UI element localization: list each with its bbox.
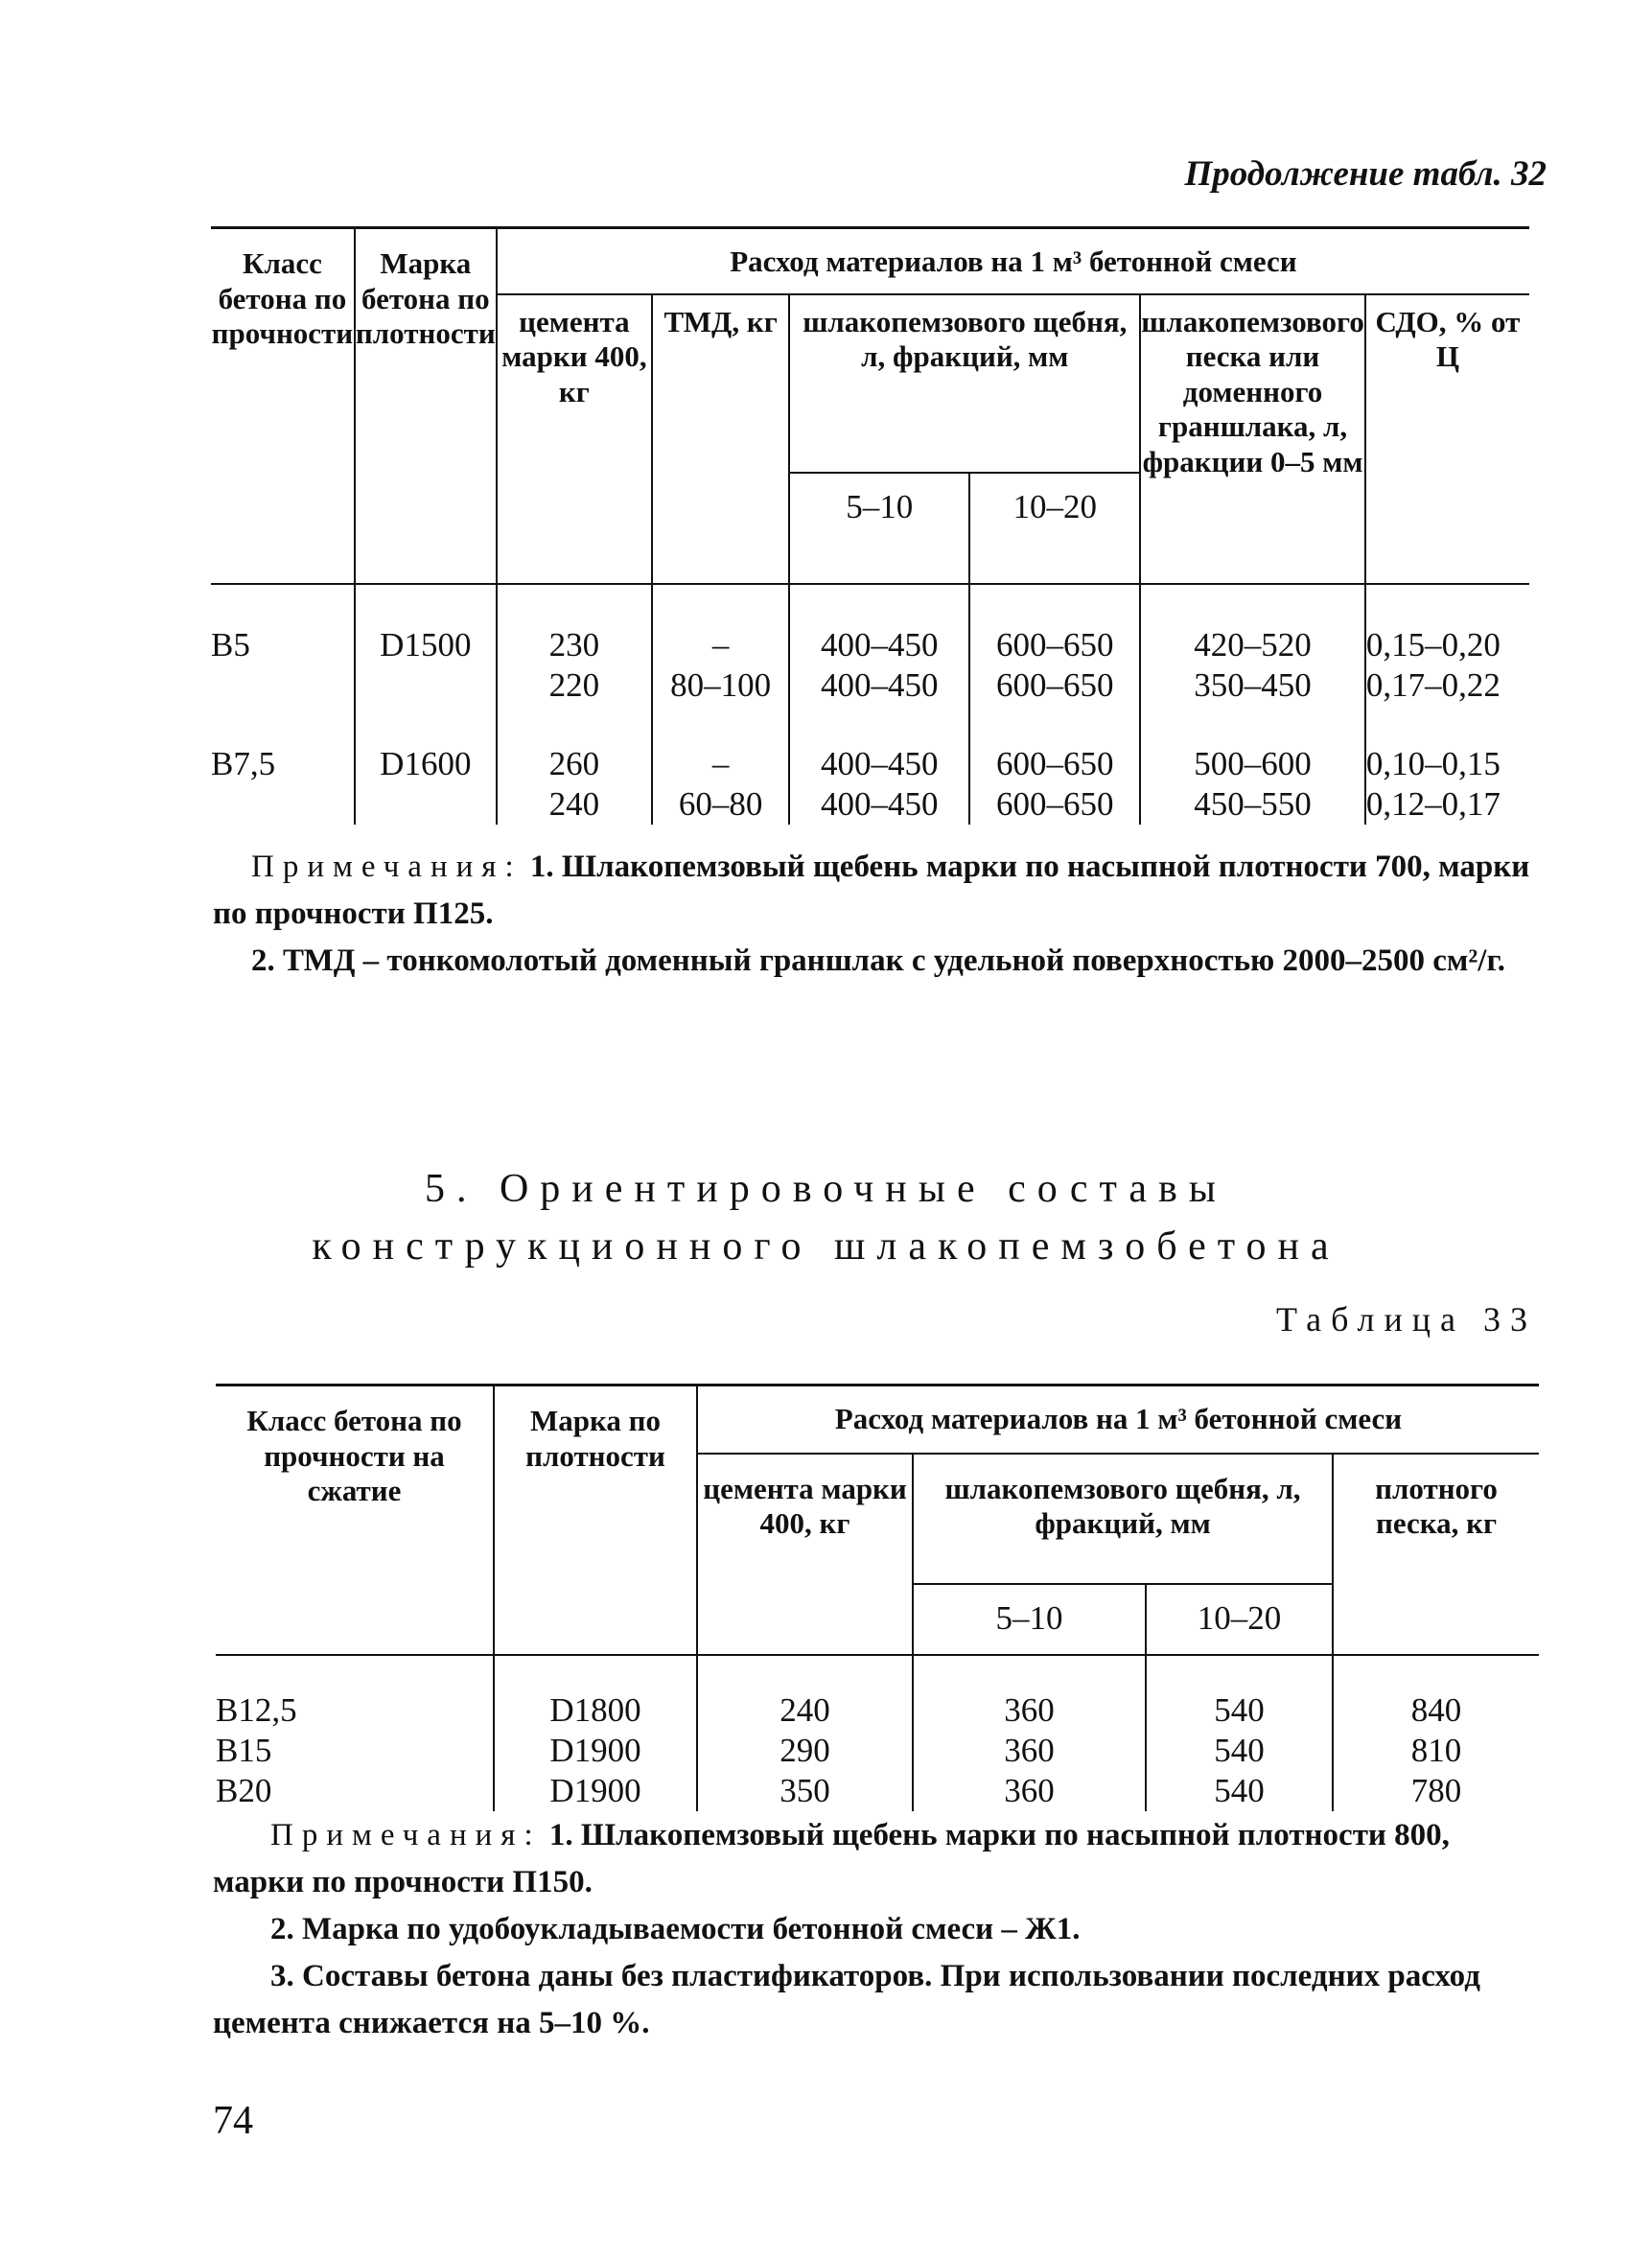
header-gravel-text: шлакопемзового щебня, л, фракций, мм — [944, 1471, 1301, 1541]
cell-fraction-5-10: 360 — [913, 1655, 1146, 1731]
cell-sdo: 0,12–0,17 — [1365, 784, 1529, 825]
section-title — [0, 1160, 1652, 1275]
cell-fraction-5-10: 400–450 — [789, 584, 969, 665]
header-consumption — [697, 1386, 1539, 1454]
cell-sand: 500–600 — [1140, 706, 1365, 784]
table-33-notes — [213, 1812, 1541, 2047]
cell-sdo: 0,17–0,22 — [1365, 665, 1529, 706]
cell-cement: 220 — [497, 665, 652, 706]
cell-fraction-5-10: 400–450 — [789, 665, 969, 706]
header-mark — [355, 228, 497, 584]
notes-label: Примечания: — [270, 1818, 542, 1852]
header-mark — [494, 1386, 697, 1655]
cell-fraction-10-20: 540 — [1146, 1655, 1333, 1731]
cell-cement: 240 — [697, 1655, 913, 1731]
cell-sand: 840 — [1333, 1655, 1539, 1731]
header-consumption-text: Расход материалов на 1 м³ бетонной смеси — [730, 245, 1297, 278]
cell-mark: D1900 — [494, 1771, 697, 1811]
cell-sand: 780 — [1333, 1771, 1539, 1811]
cell-class: B12,5 — [216, 1690, 297, 1729]
header-sdo — [1365, 294, 1529, 584]
cell-fraction-10-20: 600–650 — [969, 584, 1140, 665]
header-cement — [697, 1454, 913, 1655]
header-cement-text: цемента марки 400, кг — [703, 1471, 907, 1541]
note-2: 2. ТМД – тонкомолотый доменный граншлак с удельной поверхностью 2000–2500 см²/г. — [251, 943, 1505, 978]
cell-cement: 260 — [497, 706, 652, 784]
header-tmd — [652, 294, 789, 584]
cell-cement: 230 — [497, 584, 652, 665]
header-fraction-5-10 — [789, 473, 969, 584]
table-row — [211, 665, 1529, 706]
cell-cement: 290 — [697, 1731, 913, 1771]
cell-tmd: – — [652, 584, 789, 665]
cell-class: B20 — [216, 1771, 272, 1809]
cell-fraction-5-10: 400–450 — [789, 784, 969, 825]
table-row — [216, 1655, 1539, 1731]
header-sand-text: плотного песка, кг — [1375, 1471, 1498, 1541]
note-1: 1. Шлакопемзовый щебень марки по насыпной плотности 700, марки по прочности П125. — [213, 850, 1530, 931]
cell-fraction-10-20: 600–650 — [969, 706, 1140, 784]
cell-sand: 450–550 — [1140, 784, 1365, 825]
cell-fraction-5-10: 360 — [913, 1731, 1146, 1771]
header-tmd-text: ТМД, кг — [663, 304, 778, 338]
header-consumption — [497, 228, 1529, 294]
page-number: 74 — [213, 2099, 253, 2143]
header-class — [211, 228, 355, 584]
header-fraction-5-10-text: 5–10 — [846, 487, 914, 525]
table-32 — [211, 226, 1529, 825]
cell-sand: 350–450 — [1140, 665, 1365, 706]
cell-mark: D1900 — [494, 1731, 697, 1771]
header-class-text: Класс бетона по прочности — [211, 246, 354, 351]
cell-class — [211, 784, 355, 825]
header-consumption-text: Расход материалов на 1 м³ бетонной смеси — [834, 1402, 1403, 1435]
header-fraction-10-20 — [969, 473, 1140, 584]
header-class-text: Класс бетона по прочности на сжатие — [246, 1404, 462, 1508]
cell-class — [211, 665, 355, 706]
header-fraction-5-10 — [913, 1584, 1146, 1655]
cell-mark: D1800 — [494, 1655, 697, 1731]
section-title-line-1: 5. Ориентировочные составы — [424, 1167, 1228, 1211]
header-gravel — [913, 1454, 1333, 1584]
cell-cement: 350 — [697, 1771, 913, 1811]
note-1: 1. Шлакопемзовый щебень марки по насыпной плотности 800, марки по прочности П150. — [213, 1818, 1450, 1899]
notes-label: Примечания: — [251, 850, 523, 884]
cell-class: B15 — [216, 1731, 272, 1769]
cell-fraction-10-20: 600–650 — [969, 784, 1140, 825]
table-row — [211, 784, 1529, 825]
header-fraction-10-20-text: 10–20 — [1197, 1598, 1282, 1637]
cell-sand: 810 — [1333, 1731, 1539, 1771]
header-fraction-10-20 — [1146, 1584, 1333, 1655]
header-gravel-text: шлакопемзового щебня, л, фракций, мм — [803, 304, 1128, 374]
table-33-label: Таблица 33 — [1276, 1300, 1537, 1339]
table-continuation-label: Продолжение табл. 32 — [1184, 154, 1547, 194]
section-title-line-2: конструкционного шлакопемзобетона — [312, 1224, 1340, 1269]
header-fraction-10-20-text: 10–20 — [1012, 487, 1097, 525]
cell-fraction-10-20: 540 — [1146, 1771, 1333, 1811]
table-32-notes — [213, 844, 1536, 985]
cell-mark: D1500 — [355, 584, 497, 665]
cell-class: B7,5 — [211, 744, 276, 782]
note-2: 2. Марка по удобоукладываемости бетонной смеси – Ж1. — [270, 1912, 1081, 1946]
header-class — [216, 1386, 494, 1655]
table-row — [216, 1731, 1539, 1771]
header-sand — [1333, 1454, 1539, 1655]
table-row — [216, 1771, 1539, 1811]
cell-tmd: – — [652, 706, 789, 784]
cell-mark — [355, 665, 497, 706]
cell-tmd: 60–80 — [652, 784, 789, 825]
cell-class: B5 — [211, 625, 250, 664]
header-sdo-text: СДО, % от Ц — [1375, 304, 1521, 374]
cell-fraction-5-10: 400–450 — [789, 706, 969, 784]
header-gravel — [789, 294, 1140, 473]
header-mark-text: Марка по плотности — [525, 1404, 665, 1473]
table-row — [211, 584, 1529, 665]
cell-mark: D1600 — [355, 706, 497, 784]
cell-fraction-5-10: 360 — [913, 1771, 1146, 1811]
header-cement-text: цемента марки 400, кг — [501, 304, 647, 408]
cell-tmd: 80–100 — [652, 665, 789, 706]
header-sand — [1140, 294, 1365, 584]
header-fraction-5-10-text: 5–10 — [995, 1598, 1063, 1637]
cell-fraction-10-20: 600–650 — [969, 665, 1140, 706]
note-3: 3. Составы бетона даны без пластификаторов. При использовании последних расход цемента снижается на 5–10 %. — [213, 1959, 1480, 2040]
cell-fraction-10-20: 540 — [1146, 1731, 1333, 1771]
cell-mark — [355, 784, 497, 825]
cell-sdo: 0,15–0,20 — [1365, 584, 1529, 665]
cell-sdo: 0,10–0,15 — [1365, 706, 1529, 784]
cell-cement: 240 — [497, 784, 652, 825]
header-mark-text: Марка бетона по плотности — [355, 246, 496, 351]
table-row — [211, 706, 1529, 784]
header-cement — [497, 294, 652, 584]
cell-sand: 420–520 — [1140, 584, 1365, 665]
table-33 — [216, 1384, 1539, 1811]
header-sand-text: шлакопемзового песка или доменного граншлака, л, фракции 0–5 мм — [1141, 304, 1364, 478]
